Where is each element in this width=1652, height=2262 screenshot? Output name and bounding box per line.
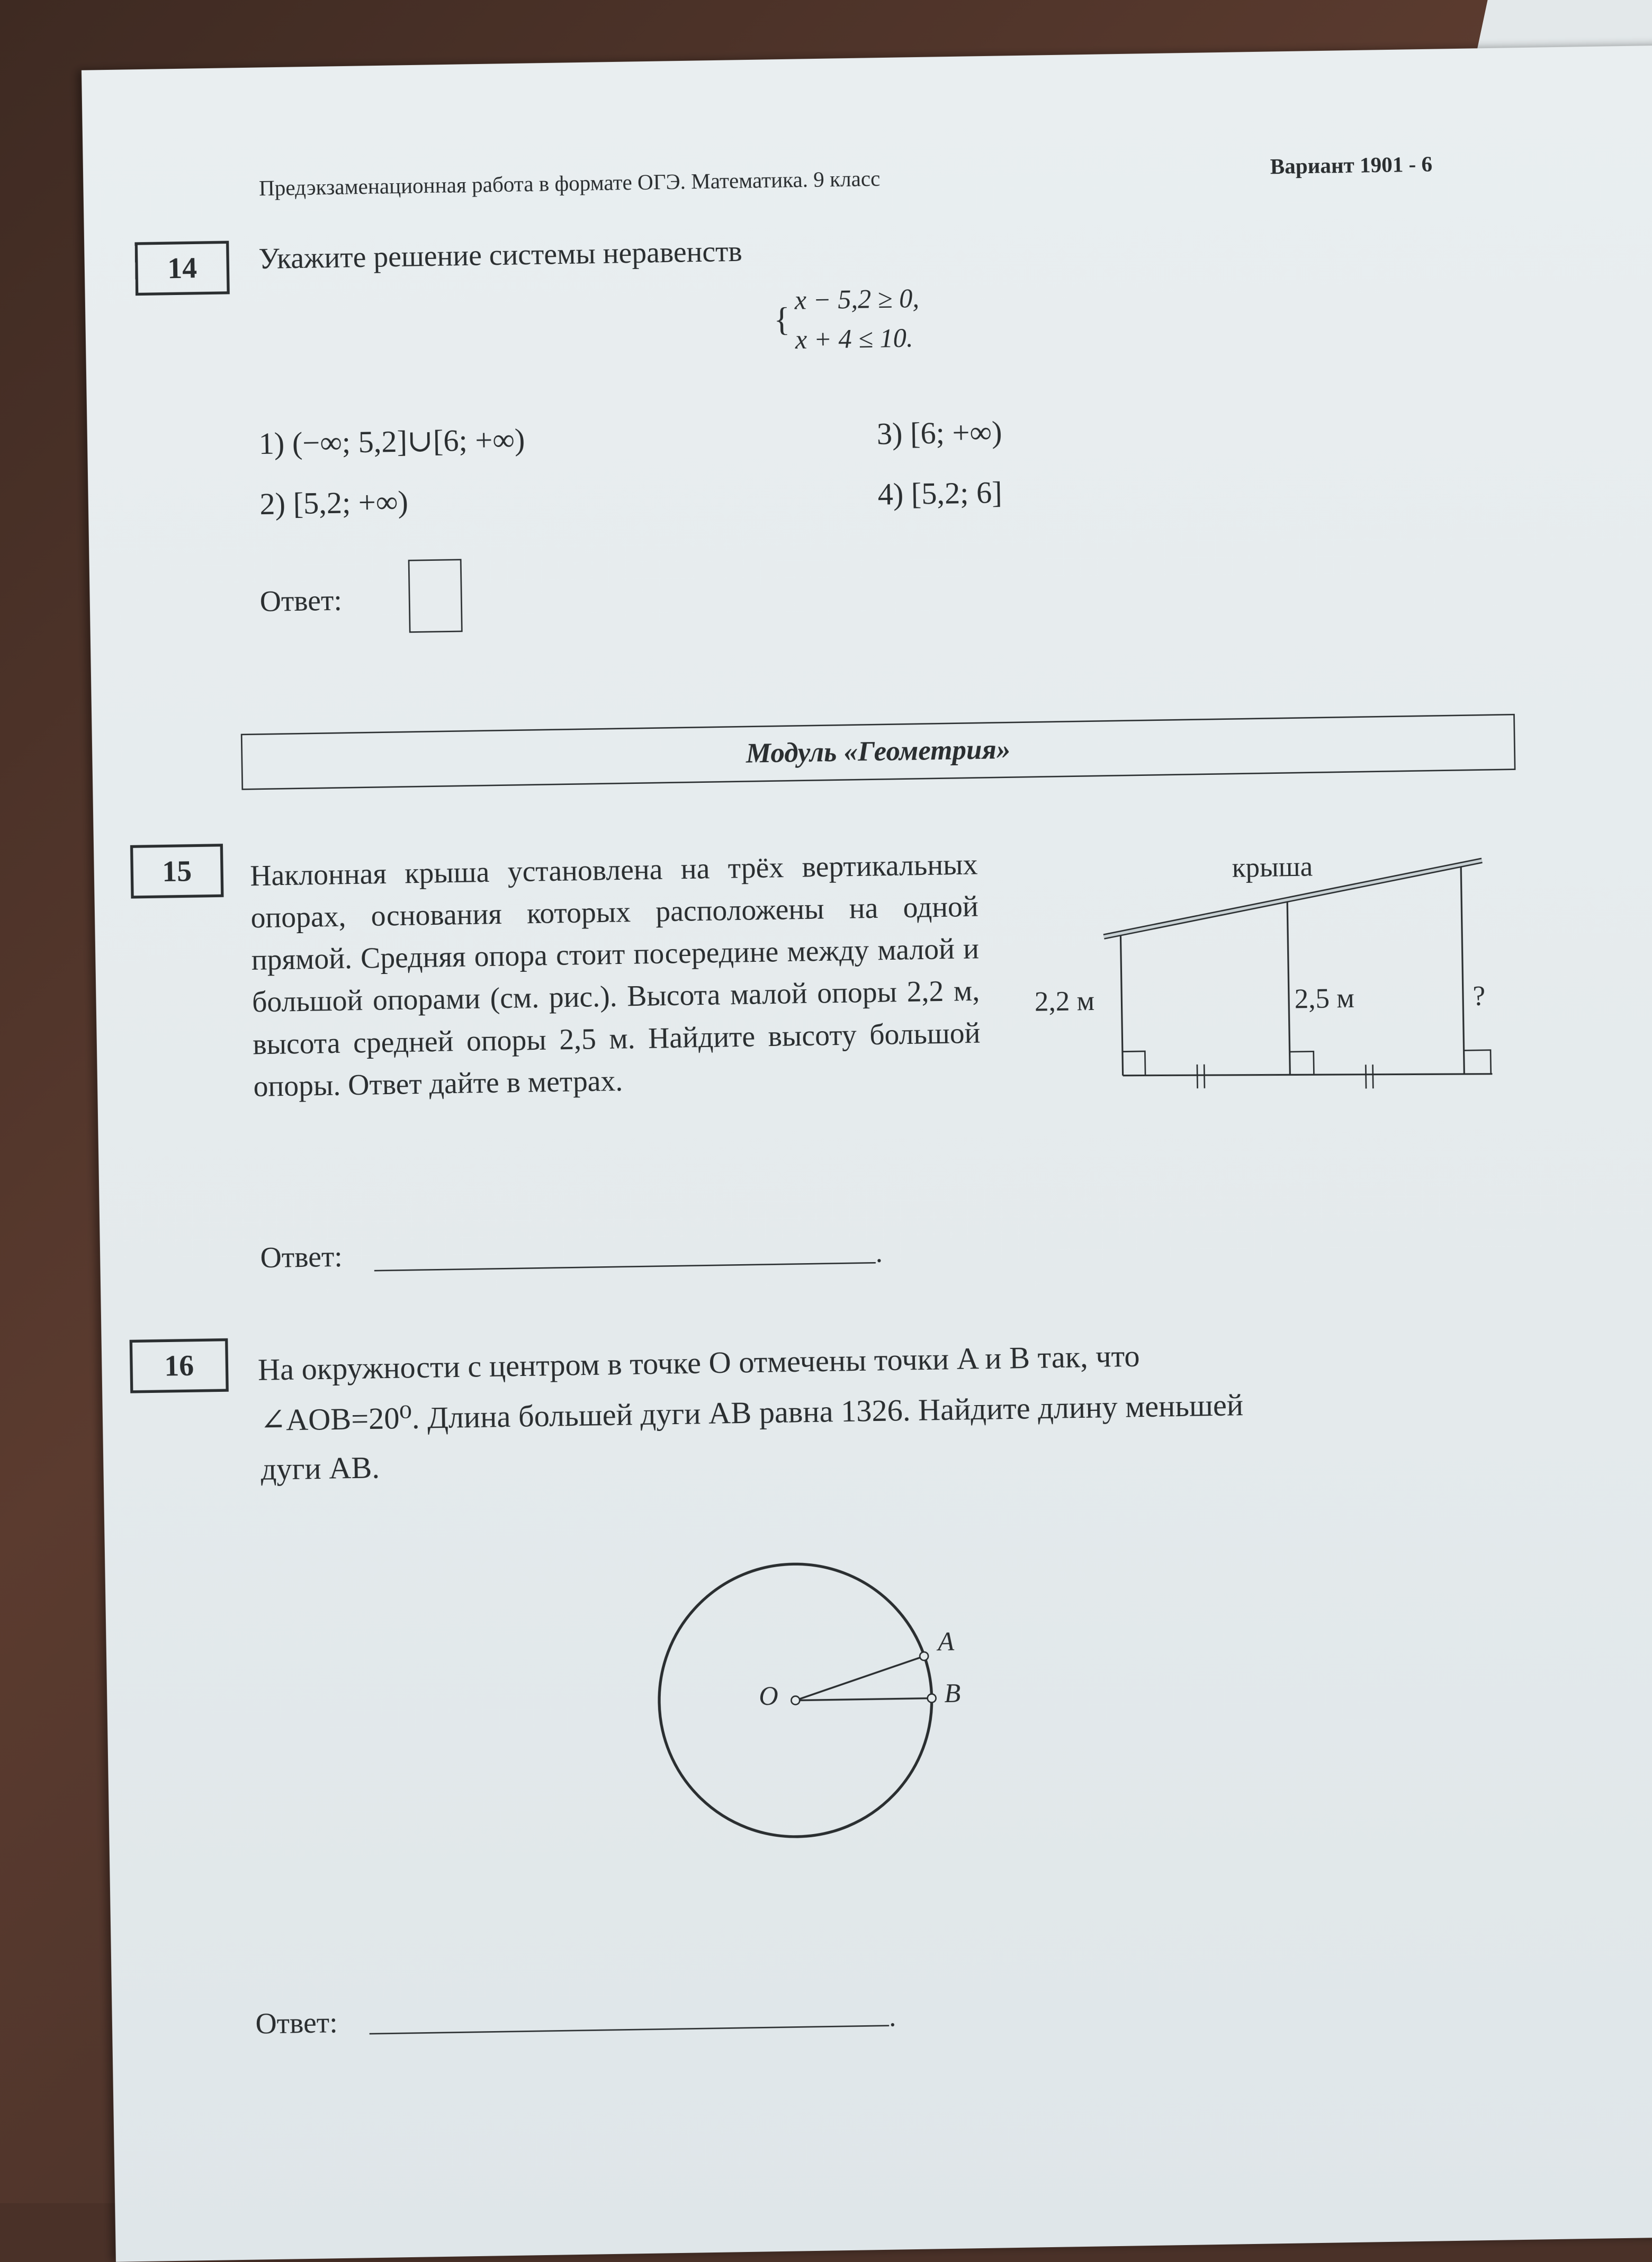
task-15-number: 15 [130,844,224,899]
middle-support-label: 2,5 м [1294,983,1355,1015]
point-b [928,1694,936,1702]
small-support [1120,935,1123,1075]
ground-line [1123,1070,1493,1080]
task-15-answer-period: . [875,1238,883,1269]
roof-label: крыша [1232,852,1313,884]
center-point [791,1696,800,1704]
task-16-line-1: На окружности с центром в точке O отмечены точки A и B так, что [257,1338,1140,1387]
task-16-answer-period: . [888,2002,896,2034]
task-15-answer-line[interactable] [374,1262,876,1272]
task-16-number: 16 [130,1338,229,1393]
label-a: A [937,1628,955,1658]
option-4[interactable]: 4) [5,2; 6] [877,475,1003,512]
module-geometry-banner: Модуль «Геометрия» [241,714,1516,790]
circle-figure [82,70,83,72]
point-a [920,1652,928,1660]
system-brace: { [773,302,791,339]
variant-label: Вариант 1901 - 6 [1270,153,1433,180]
large-support-label: ? [1473,981,1486,1013]
exam-page [82,46,1652,2262]
middle-support [1287,901,1290,1074]
option-1[interactable]: 1) (−∞; 5,2]∪[6; +∞) [258,422,525,461]
radius-ob [795,1698,931,1701]
task-15-answer-label: Ответ: [260,1239,343,1275]
option-3[interactable]: 3) [6; +∞) [876,414,1002,451]
label-b: B [944,1679,961,1710]
label-o: O [758,1682,779,1712]
large-support [1461,866,1464,1075]
option-2[interactable]: 2) [5,2; +∞) [259,484,409,522]
task-14-prompt: Укажите решение системы неравенств [258,234,743,276]
task-16-line-3: дуги AB. [261,1450,380,1487]
task-16-answer-label: Ответ: [255,2005,338,2041]
task-16-answer-line[interactable] [370,2025,890,2034]
page-header-title: Предэкзаменационная работа в формате ОГЭ. Математика. 9 класс [258,167,881,201]
task-15-text: Наклонная крыша установлена на трёх вертикальных опорах, основания которых расположены на одной прямой. Средняя опора стоит посередине между малой и большой опорами (см. рис.). Высота малой опоры 2,2 м, высота средней опоры 2,5 м. Найдите высоту большой опоры. Ответ дайте в метрах. [249,847,981,1104]
inequality-1: x − 5,2 ≥ 0, [794,284,920,317]
equal-segment-ticks [1197,1062,1373,1092]
task-14-answer-label: Ответ: [259,583,343,619]
task-14-number: 14 [134,241,229,296]
task-14-answer-box[interactable] [408,559,463,633]
radius-oa [795,1656,924,1700]
inequality-2: x + 4 ≤ 10. [795,324,913,356]
task-16-line-2: ∠AOB=20⁰. Длина большей дуги AB равна 1326. Найдите длину меньшей [259,1387,1244,1438]
small-support-label: 2,2 м [1034,986,1095,1018]
